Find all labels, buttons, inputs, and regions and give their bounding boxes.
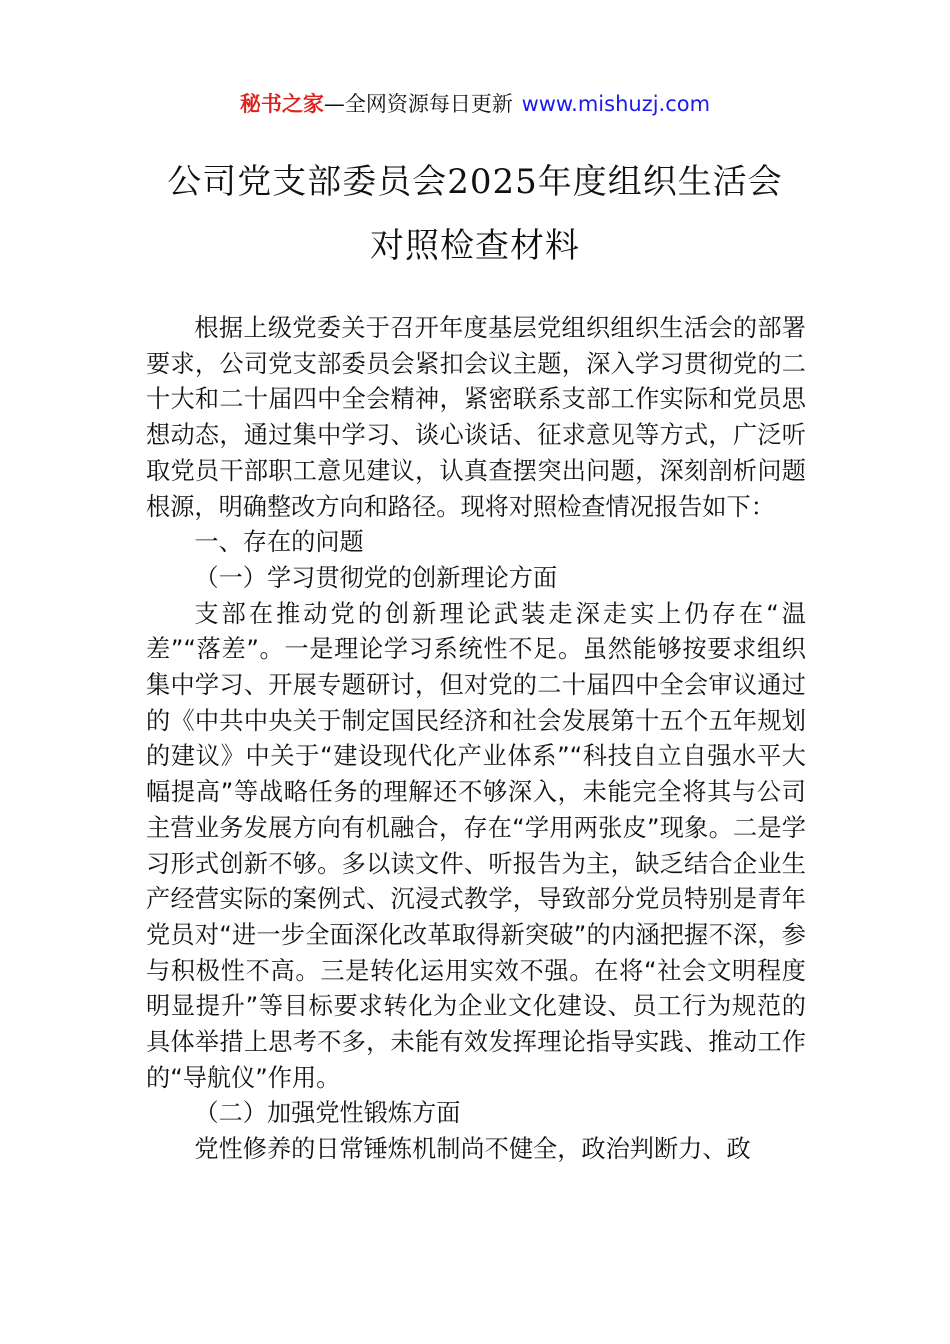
intro-paragraph: 根据上级党委关于召开年度基层党组织组织生活会的部署要求，公司党支部委员会紧扣会议主题，深入学习贯彻党的二十大和二十届四中全会精神，紧密联系支部工作实际和党员思想动态，通过集中学习、谈心谈话、征求意见等方式，广泛听取党员干部职工意见建议，认真查摆突出问题，深刻剖析问题根源，明确整改方向和路径。现将对照检查情况报告如下： xyxy=(146,314,806,521)
site-url-link[interactable]: www.mishuzj.com xyxy=(521,92,711,116)
document-body xyxy=(146,311,806,1168)
document-title xyxy=(0,150,950,278)
subsection-heading: （二）加强党性锻炼方面 xyxy=(194,1099,461,1128)
title-line-2: 对照检查材料 xyxy=(370,226,580,266)
site-header-banner xyxy=(0,88,950,120)
subsection-paragraph: 支部在推动党的创新理论武装走深走实上仍存在“温差”“落差”。一是理论学习系统性不足。虽然能够按要求组织集中学习、开展专题研讨，但对党的二十届四中全会审议通过的《中共中央关于制定国民经济和社会发展第十五个五年规划的建议》中关于“建设现代化产业体系”“科技自立自强水平大幅提高”等战略任务的理解还不够深入，未能完全将其与公司主营业务发展方向有机融合，存在“学用两张皮”现象。二是学习形式创新不够。多以读文件、听报告为主，缺乏结合企业生产经营实际的案例式、沉浸式教学，导致部分党员特别是青年党员对“进一步全面深化改革取得新突破”的内涵把握不深，参与积极性不高。三是转化运用实效不强。在将“社会文明程度明显提升”等目标要求转化为企业文化建设、员工行为规范的具体举措上思考不多，未能有效发挥理论指导实践、推动工作的“导航仪”作用。 xyxy=(146,599,806,1092)
site-brand: 秘书之家 xyxy=(239,92,324,116)
title-line-1: 公司党支部委员会2025年度组织生活会 xyxy=(167,162,783,202)
site-tagline: —全网资源每日更新 xyxy=(323,92,513,116)
subsection-heading: （一）学习贯彻党的创新理论方面 xyxy=(194,563,558,592)
section-heading: 一、存在的问题 xyxy=(194,528,364,557)
subsection-paragraph: 党性修养的日常锤炼机制尚不健全，政治判断力、政 xyxy=(194,1135,751,1164)
